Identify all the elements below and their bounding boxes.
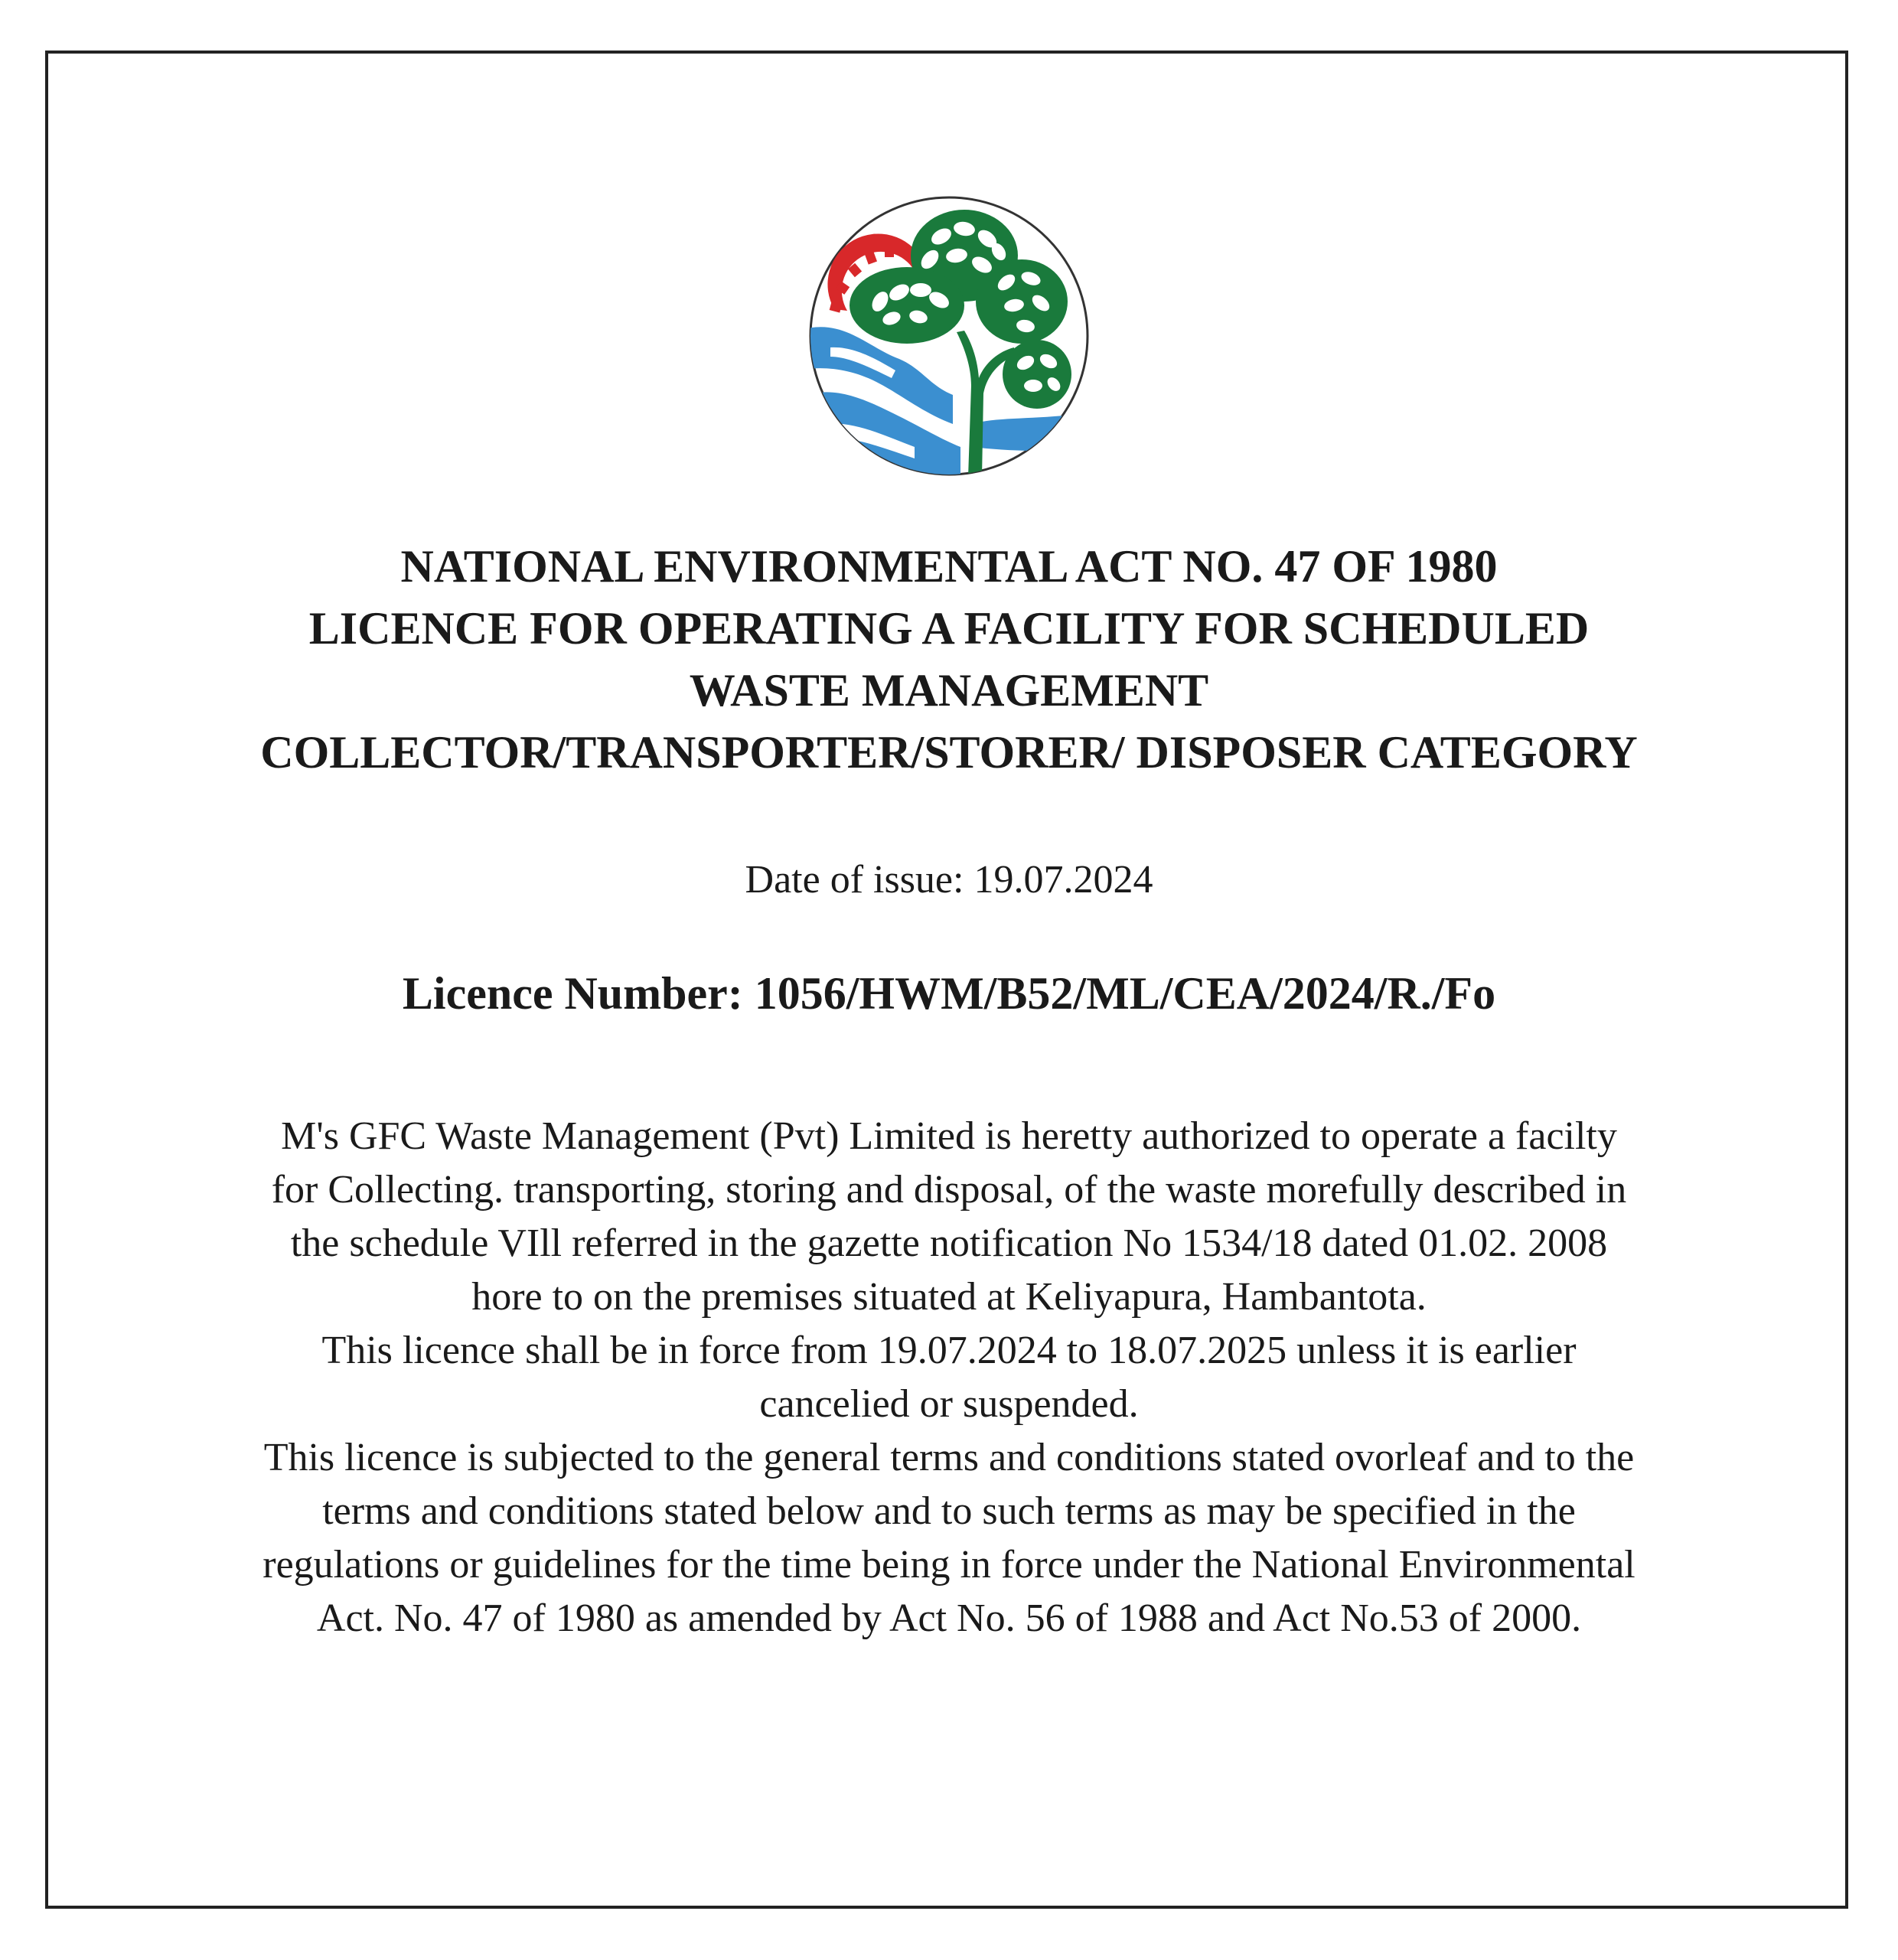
body-line: hore to on the premises situated at Keliyapura, Hambantota. — [471, 1275, 1427, 1319]
licence-body — [115, 1110, 1783, 1645]
heading-line: WASTE MANAGEMENT — [689, 665, 1209, 716]
body-line: This licence is subjected to the general terms and conditions stated ovorleaf and to the — [263, 1436, 1635, 1479]
body-line: This licence shall be in force from 19.07.2024 to 18.07.2025 unless it is earlier — [321, 1329, 1577, 1372]
heading-line: COLLECTOR/TRANSPORTER/STORER/ DISPOSER CATEGORY — [260, 727, 1638, 778]
date-of-issue: Date of issue: 19.07.2024 — [745, 858, 1153, 902]
body-line: cancelied or suspended. — [759, 1382, 1139, 1426]
body-line: M's GFC Waste Management (Pvt) Limited is heretty authorized to operate a facilty — [281, 1114, 1617, 1158]
licence-heading — [115, 536, 1783, 784]
body-line: regulations or guidelines for the time being in force under the National Environmental — [263, 1543, 1635, 1587]
heading-line: NATIONAL ENVIRONMENTAL ACT NO. 47 OF 1980 — [400, 541, 1498, 592]
heading-line: LICENCE FOR OPERATING A FACILITY FOR SCHEDULED — [308, 603, 1590, 654]
cea-emblem-icon — [807, 194, 1091, 478]
body-line: Act. No. 47 of 1980 as amended by Act No. 56 of 1988 and Act No.53 of 2000. — [316, 1596, 1582, 1640]
licence-number: Licence Number: 1056/HWM/B52/ML/CEA/2024/R./Fo — [402, 968, 1496, 1019]
body-line: for Collecting. transporting, storing and disposal, of the waste morefully described in — [271, 1168, 1627, 1212]
body-line: terms and conditions stated below and to such terms as may be specified in the — [322, 1489, 1576, 1533]
body-line: the schedule VIll referred in the gazette notification No 1534/18 dated 01.02. 2008 — [290, 1221, 1608, 1265]
